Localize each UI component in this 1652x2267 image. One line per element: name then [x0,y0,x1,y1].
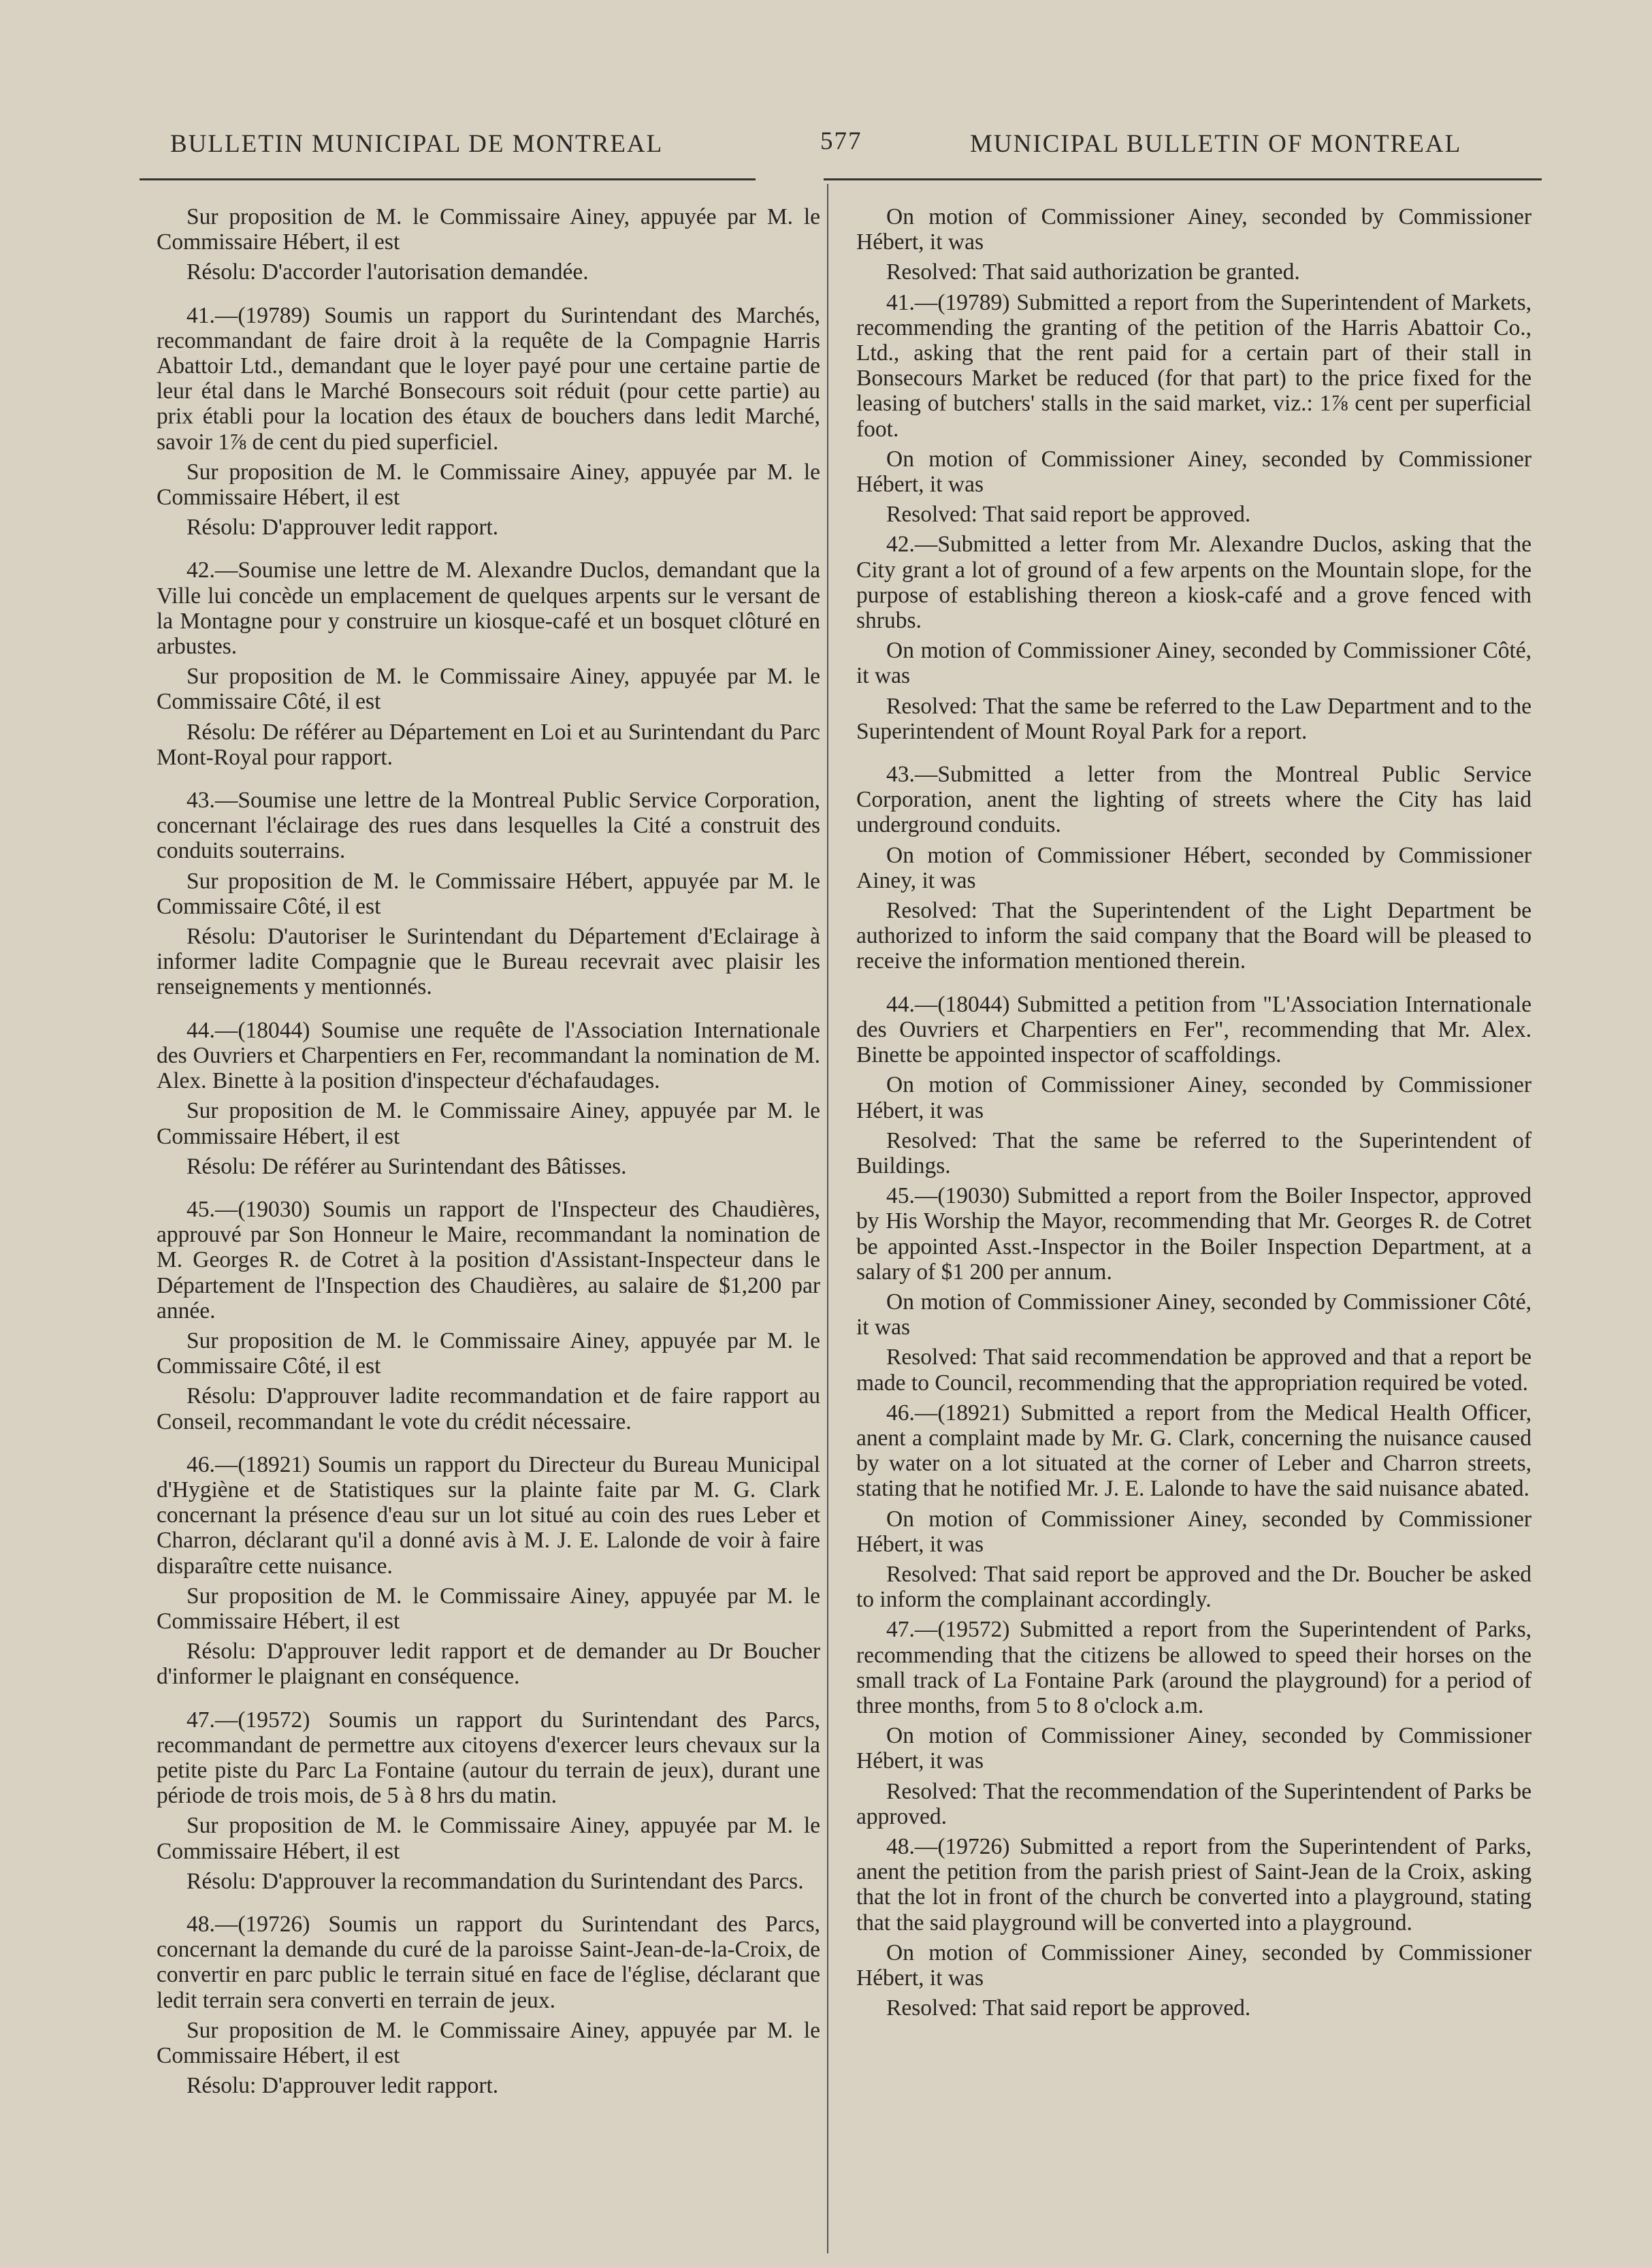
english-paragraph: Resolved: That the same be referred to the Superintendent of Buildings. [856,1127,1532,1178]
french-paragraph: 48.—(19726) Soumis un rapport du Surintendant des Parcs, concernant la demande du curé de la paroisse Saint-Jean-de-la-Croix, de convertir en parc public le terrain situé en face de l'église, déclarant que ledit terrain sera converti en terrain de jeux. [157,1911,820,2013]
french-paragraph: 46.—(18921) Soumis un rapport du Directeur du Bureau Municipal d'Hygiène et de Statistiques sur la plainte faite par M. G. Clark concernant la présence d'eau sur un lot situé au coin des rues Leber et Charron, déclarant qu'il a donné avis à M. J. E. Lalonde de voir à faire disparaître cette nuisance. [157,1451,820,1579]
french-paragraph: 43.—Soumise une lettre de la Montreal Public Service Corporation, concernant l'éclairage des rues dans lesquelles la Cité a construit des conduits souterrains. [157,788,820,864]
french-paragraph: Sur proposition de M. le Commissaire Ainey, appuyée par M. le Commissaire Hébert, il est [157,1098,820,1149]
column-divider [827,184,828,2253]
french-paragraph: 45.—(19030) Soumis un rapport de l'Inspecteur des Chaudières, approuvé par Son Honneur le Maire, recommandant la nomination de M. Georges R. de Cotret à la position d'Assistant-Inspecteur dans le Département de l'Inspection des Chaudières, au salaire de $1,200 par année. [157,1196,820,1323]
english-paragraph: On motion of Commissioner Ainey, seconded by Commissioner Hébert, it was [856,1723,1532,1774]
english-paragraph: Resolved: That the recommendation of the Superintendent of Parks be approved. [856,1778,1532,1829]
english-paragraph: On motion of Commissioner Hébert, seconded by Commissioner Ainey, it was [856,842,1532,893]
english-paragraph: 45.—(19030) Submitted a report from the Boiler Inspector, approved by His Worship the Mayor, recommending that Mr. Georges R. de Cotret be appointed Asst.-Inspector in the Boiler Inspection Department, at a salary of $1 200 per annum. [856,1183,1532,1285]
english-paragraph: On motion of Commissioner Ainey, seconded by Commissioner Hébert, it was [856,1506,1532,1557]
english-paragraph: 48.—(19726) Submitted a report from the Superintendent of Parks, anent the petition from the parish priest of Saint-Jean de la Croix, asking that the lot in front of the church be converted into a playground, stating that the said playground will be converted into a playground. [856,1833,1532,1935]
french-paragraph: Résolu: D'approuver ledit rapport et de demander au Dr Boucher d'informer le plaignant en conséquence. [157,1639,820,1690]
french-paragraph: Sur proposition de M. le Commissaire Hébert, appuyée par M. le Commissaire Côté, il est [157,868,820,919]
page-number: 577 [820,127,862,155]
french-paragraph: Sur proposition de M. le Commissaire Ainey, appuyée par M. le Commissaire Hébert, il est [157,1813,820,1864]
french-paragraph: Résolu: De référer au Département en Loi et au Surintendant du Parc Mont-Royal pour rapport. [157,719,820,770]
english-paragraph: 42.—Submitted a letter from Mr. Alexandre Duclos, asking that the City grant a lot of ground of a few arpents on the Mountain slope, for the purpose of establishing thereon a kiosk-café and a grove fenced with shrubs. [856,532,1532,634]
french-paragraph: 47.—(19572) Soumis un rapport du Surintendant des Parcs, recommandant de permettre aux citoyens d'exercer leurs chevaux sur la petite piste du Parc La Fontaine (autour du terrain de jeux), durant une période de trois mois, de 5 à 8 hrs du matin. [157,1707,820,1809]
french-paragraph: 44.—(18044) Soumise une requête de l'Association Internationale des Ouvriers et Charpentiers en Fer, recommandant la nomination de M. Alex. Binette à la position d'inspecteur d'échafaudages. [157,1017,820,1094]
french-paragraph: Résolu: De référer au Surintendant des Bâtisses. [187,1153,627,1179]
french-paragraph: 42.—Soumise une lettre de M. Alexandre Duclos, demandant que la Ville lui concède un emplacement de quelques arpents sur le versant de la Montagne pour y construire un kiosque-café et un bosquet clôturé en arbustes. [157,558,820,660]
french-paragraph: Sur proposition de M. le Commissaire Ainey, appuyée par M. le Commissaire Côté, il est [157,1328,820,1379]
english-paragraph: On motion of Commissioner Ainey, seconded by Commissioner Hébert, it was [856,1072,1532,1123]
english-paragraph: Resolved: That said report be approved. [886,1995,1251,2021]
english-paragraph: On motion of Commissioner Ainey, seconded by Commissioner Côté, it was [856,638,1532,689]
english-paragraph: 41.—(19789) Submitted a report from the Superintendent of Markets, recommending the granting of the petition of the Harris Abattoir Co., Ltd., asking that the rent paid for a certain part of their stall in Bonsecours Market be reduced (for that part) to the price fixed for the leasing of butchers' stalls in the said market, viz.: 1⅞ cent per superficial foot. [856,289,1532,442]
english-paragraph: Resolved: That said report be approved. [886,502,1251,528]
french-paragraph: Sur proposition de M. le Commissaire Ainey, appuyée par M. le Commissaire Hébert, il est [157,459,820,511]
english-paragraph: On motion of Commissioner Ainey, seconded by Commissioner Hébert, it was [856,446,1532,498]
english-paragraph: 43.—Submitted a letter from the Montreal Public Service Corporation, anent the lighting of streets where the City has laid underground conduits. [856,762,1532,838]
french-paragraph: Résolu: D'approuver ledit rapport. [187,515,499,541]
english-paragraph: Resolved: That said recommendation be approved and that a report be made to Council, recommending that the appropriation required be voted. [856,1345,1532,1396]
header-left-title: BULLETIN MUNICIPAL DE MONTREAL [170,130,664,158]
french-paragraph: Résolu: D'approuver ladite recommandation et de faire rapport au Conseil, recommandant le vote du crédit nécessaire. [157,1383,820,1434]
french-paragraph: Résolu: D'approuver ledit rapport. [187,2073,499,2099]
english-paragraph: On motion of Commissioner Ainey, seconded by Commissioner Côté, it was [856,1289,1532,1340]
french-column [157,204,820,2103]
english-paragraph: On motion of Commissioner Ainey, seconded by Commissioner Hébert, it was [856,204,1532,255]
english-paragraph: 46.—(18921) Submitted a report from the Medical Health Officer, anent a complaint made by Mr. G. Clark, concerning the nuisance caused by water on a lot situated at the corner of Leber and Charron streets, stating that he notified Mr. J. E. Lalonde to have the said nuisance abated. [856,1400,1532,1502]
english-paragraph: Resolved: That the Superintendent of the Light Department be authorized to inform the said company that the Board will be pleased to receive the information mentioned therein. [856,898,1532,974]
french-paragraph: 41.—(19789) Soumis un rapport du Surintendant des Marchés, recommandant de faire droit à la requête de la Compagnie Harris Abattoir Ltd., demandant que le loyer payé pour une certaine partie de leur étal dans le Marché Bonsecours soit réduit (pour cette partie) au prix établi pour la location des étaux de bouchers dans ledit Marché, savoir 1⅞ de cent du pied superficiel. [157,302,820,455]
english-paragraph: Resolved: That the same be referred to the Law Department and to the Superintendent of Mount Royal Park for a report. [856,693,1532,744]
french-paragraph: Sur proposition de M. le Commissaire Ainey, appuyée par M. le Commissaire Côté, il est [157,664,820,715]
english-paragraph: Resolved: That said authorization be granted. [886,259,1300,285]
french-paragraph: Sur proposition de M. le Commissaire Ainey, appuyée par M. le Commissaire Hébert, il est [157,2017,820,2068]
english-paragraph: Resolved: That said report be approved and the Dr. Boucher be asked to inform the complainant accordingly. [856,1561,1532,1613]
english-column [856,204,1532,2025]
english-paragraph: 44.—(18044) Submitted a petition from "L'Association Internationale des Ouvriers et Charpentiers en Fer", recommending that Mr. Alex. Binette be appointed inspector of scaffoldings. [856,991,1532,1068]
english-paragraph: 47.—(19572) Submitted a report from the Superintendent of Parks, recommending that the citizens be allowed to speed their horses on the small track of La Fontaine Park (around the playground) for a period of three months, from 5 to 8 o'clock a.m. [856,1617,1532,1718]
header-rule-left [140,178,756,180]
french-paragraph: Sur proposition de M. le Commissaire Ainey, appuyée par M. le Commissaire Hébert, il est [157,204,820,255]
french-paragraph: Résolu: D'autoriser le Surintendant du Département d'Eclairage à informer ladite Compagnie que le Bureau recevrait avec plaisir les renseignements y mentionnés. [157,924,820,1000]
french-paragraph: Résolu: D'accorder l'autorisation demandée. [187,259,589,285]
header-right-title: MUNICIPAL BULLETIN OF MONTREAL [970,130,1462,158]
header-rule-right [824,178,1542,180]
french-paragraph: Sur proposition de M. le Commissaire Ainey, appuyée par M. le Commissaire Hébert, il est [157,1583,820,1634]
french-paragraph: Résolu: D'approuver la recommandation du Surintendant des Parcs. [187,1868,804,1894]
english-paragraph: On motion of Commissioner Ainey, seconded by Commissioner Hébert, it was [856,1940,1532,1991]
